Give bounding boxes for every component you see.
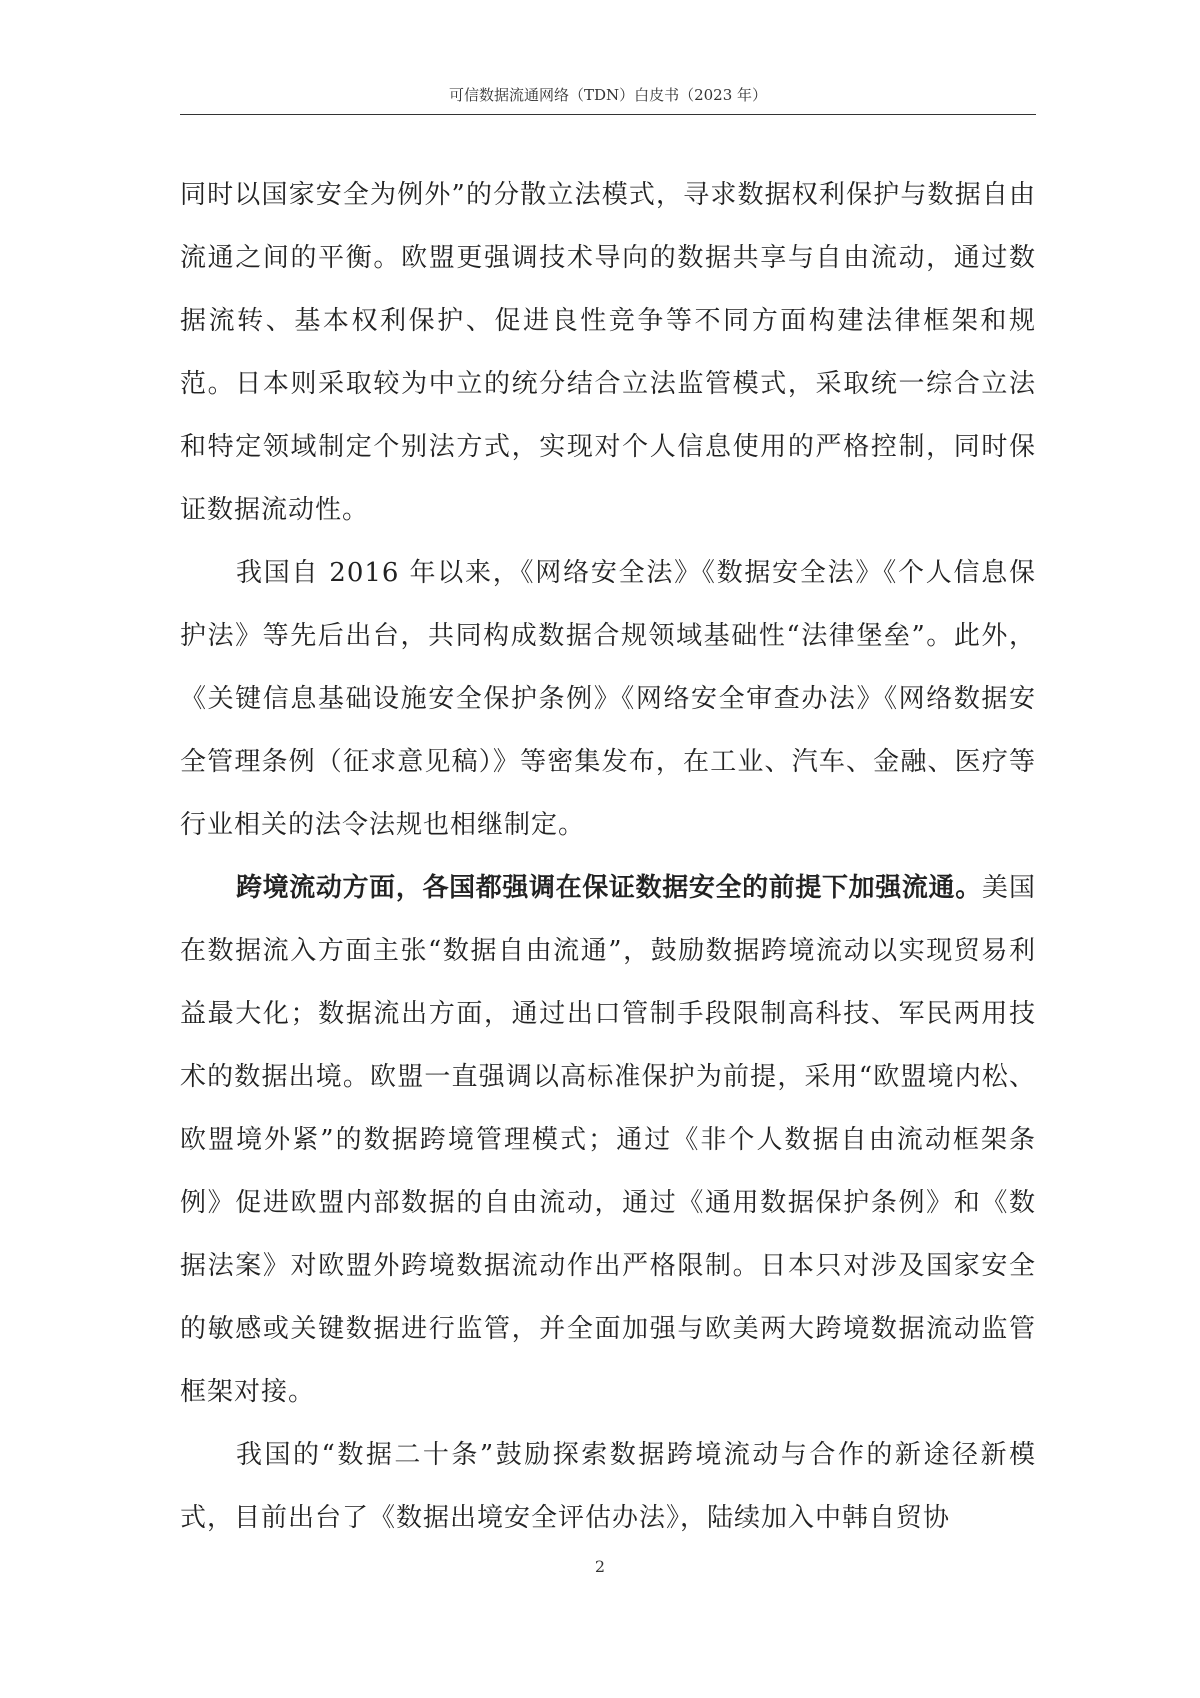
paragraph-lead-sentence: 跨境流动方面，各国都强调在保证数据安全的前提下加强流通。 <box>236 873 982 903</box>
page-number: 2 <box>594 1557 606 1576</box>
paragraph-cross-border-body: 美国在数据流入方面主张“数据自由流通”，鼓励数据跨境流动以实现贸易利益最大化；数据流出方面，通过出口管制手段限制高科技、军民两用技术的数据出境。欧盟一直强调以高标准保护为前提，采用“欧盟境内松、欧盟境外紧”的数据跨境管理模式；通过《非个人数据自由流动框架条例》促进欧盟内部数据的自由流动，通过《通用数据保护条例》和《数据法案》对欧盟外跨境数据流动作出严格限制。日本只对涉及国家安全的敏感或关键数据进行监管，并全面加强与欧美两大跨境数据流动监管框架对接。 <box>180 873 1036 1407</box>
paragraph-cross-border <box>180 857 1036 1424</box>
page-body <box>180 164 1036 1550</box>
page-header <box>180 84 1036 115</box>
document-title: 可信数据流通网络（TDN）白皮书（2023 年） <box>448 86 768 104</box>
paragraph-data-twenty: 我国的“数据二十条”鼓励探索数据跨境流动与合作的新途径新模式，目前出台了《数据出境安全评估办法》，陆续加入中韩自贸协 <box>180 1440 1036 1533</box>
paragraph-china-laws: 我国自 2016 年以来，《网络安全法》《数据安全法》《个人信息保护法》等先后出台，共同构成数据合规领域基础性“法律堡垒”。此外，《关键信息基础设施安全保护条例》《网络安全审查办法》《网络数据安全管理条例（征求意见稿）》等密集发布，在工业、汽车、金融、医疗等行业相关的法令法规也相继制定。 <box>180 558 1036 840</box>
paragraph-legislation-models: 同时以国家安全为例外”的分散立法模式，寻求数据权利保护与数据自由流通之间的平衡。欧盟更强调技术导向的数据共享与自由流动，通过数据流转、基本权利保护、促进良性竞争等不同方面构建法律框架和规范。日本则采取较为中立的统分结合立法监管模式，采取统一综合立法和特定领域制定个别法方式，实现对个人信息使用的严格控制，同时保证数据流动性。 <box>180 180 1036 525</box>
